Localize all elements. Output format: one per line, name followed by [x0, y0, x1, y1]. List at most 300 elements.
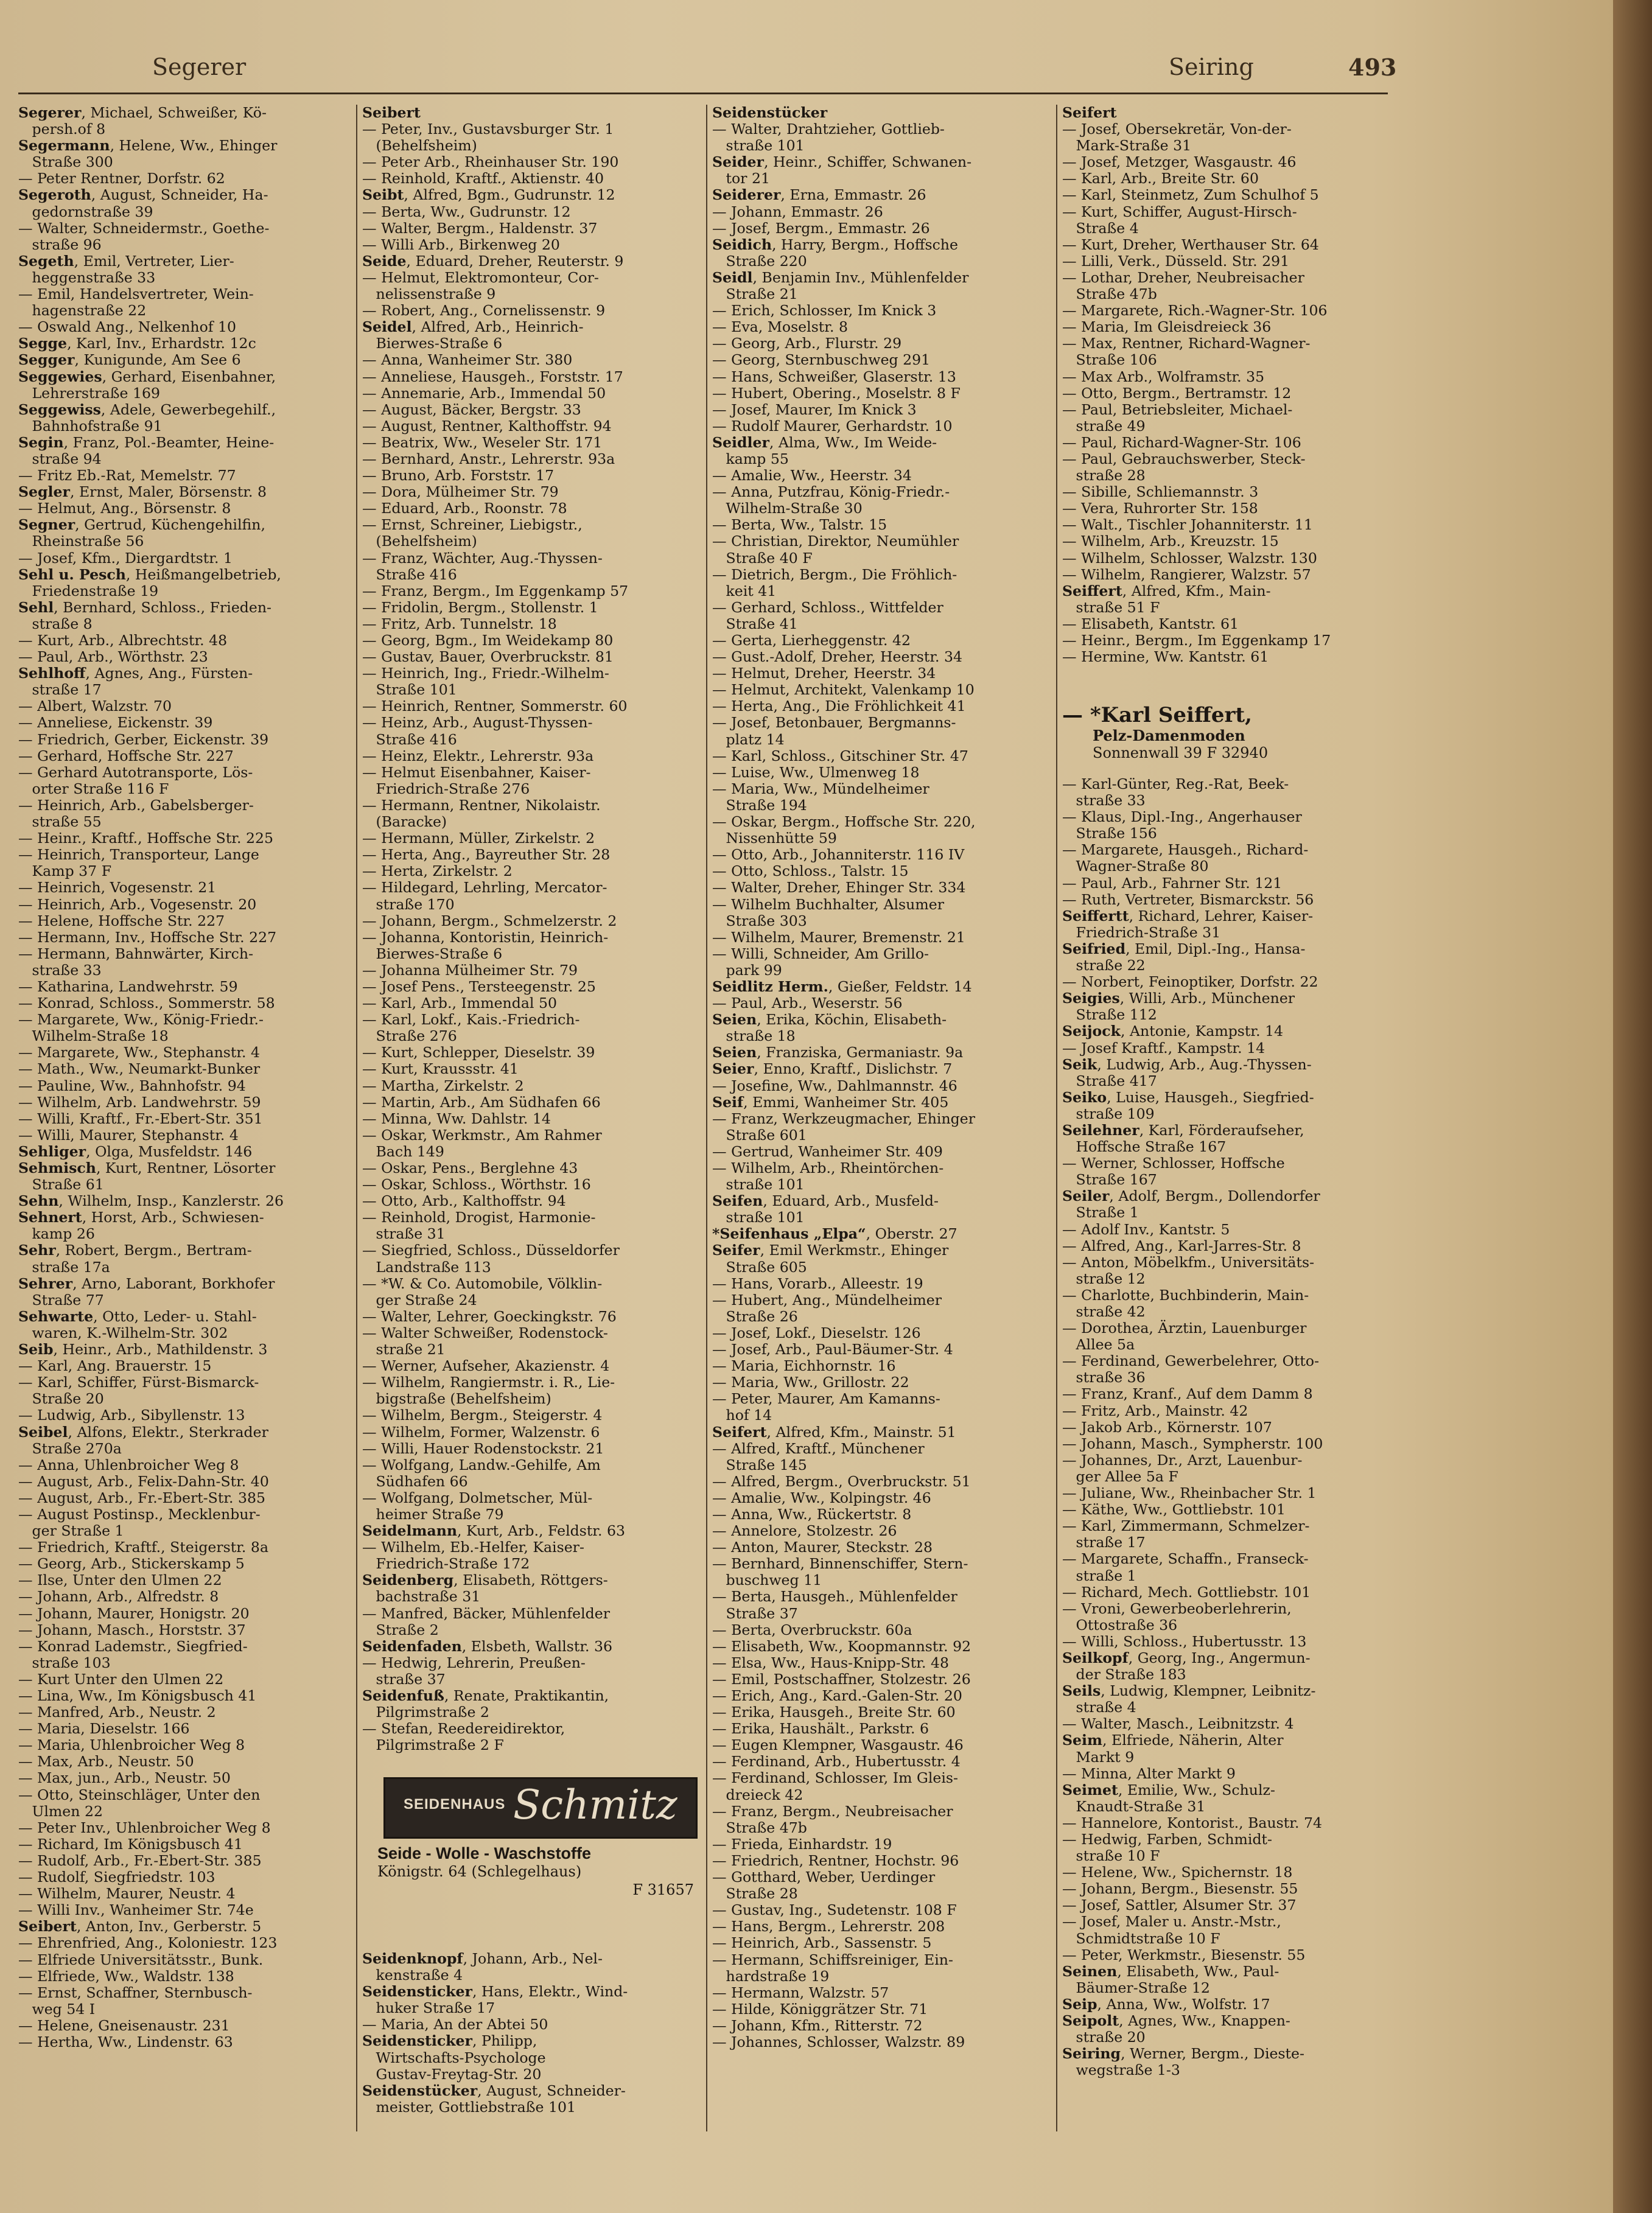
directory-line: — Peter Arb., Rheinhauser Str. 190 — [362, 153, 619, 171]
directory-line: — Karl-Günter, Reg.-Rat, Beek- — [1062, 776, 1289, 792]
directory-line: — Hermann, Müller, Zirkelstr. 2 — [362, 830, 595, 847]
directory-line: — Franz, Bergm., Im Eggenkamp 57 — [362, 582, 629, 600]
directory-line: Sehn, Wilhelm, Insp., Kanzlerstr. 26 — [18, 1192, 284, 1210]
directory-line: — Hans, Schweißer, Glaserstr. 13 — [712, 368, 956, 385]
directory-line: — Josef, Metzger, Wasgaustr. 46 — [1062, 153, 1297, 171]
directory-line: persh.of 8 — [18, 121, 106, 138]
directory-line: Straße 2 — [362, 1621, 439, 1638]
directory-line: Rheinstraße 56 — [18, 533, 144, 550]
directory-line: — August, Rentner, Kalthoffstr. 94 — [362, 417, 612, 435]
directory-line: straße 4 — [1062, 1699, 1136, 1716]
directory-line: — Kurt, Dreher, Werthauser Str. 64 — [1062, 236, 1319, 253]
directory-line: Gustav-Freytag-Str. 20 — [362, 2065, 542, 2083]
directory-line: — Karl, Steinmetz, Zum Schulhof 5 — [1062, 186, 1319, 204]
directory-line: Seidelmann, Kurt, Arb., Feldstr. 63 — [362, 1522, 626, 1540]
directory-line: Seiderer, Erna, Emmastr. 26 — [712, 186, 926, 204]
directory-line: — Alfred, Bergm., Overbruckstr. 51 — [712, 1472, 971, 1490]
directory-line: keit 41 — [712, 582, 777, 600]
directory-line: — Emil, Handelsvertreter, Wein- — [18, 285, 254, 303]
directory-line: — Heinr., Kraftf., Hoffsche Str. 225 — [18, 830, 274, 847]
directory-line: — Peter, Inv., Gustavsburger Str. 1 — [362, 121, 614, 138]
directory-line: — Ilse, Unter den Ulmen 22 — [18, 1571, 222, 1589]
directory-line: — Annemarie, Arb., Immendal 50 — [362, 384, 606, 402]
directory-line: — Josef, Arb., Paul-Bäumer-Str. 4 — [712, 1341, 953, 1358]
directory-line: — Gotthard, Weber, Uerdinger — [712, 1869, 936, 1886]
directory-line: — Hermann, Inv., Hoffsche Str. 227 — [18, 928, 277, 946]
directory-line: waren, K.-Wilhelm-Str. 302 — [18, 1324, 228, 1341]
directory-line: Straße 416 — [362, 565, 457, 583]
directory-line: Seidenknopf, Johann, Arb., Nel- — [362, 1951, 603, 1967]
directory-line: hof 14 — [712, 1407, 772, 1424]
directory-line: kamp 26 — [18, 1225, 95, 1243]
directory-line: Seidich, Harry, Bergm., Hoffsche — [712, 236, 958, 253]
directory-line: — Helmut, Ang., Börsenstr. 8 — [18, 500, 231, 517]
directory-line: — Pauline, Ww., Bahnhofstr. 94 — [18, 1077, 246, 1094]
directory-line: — Franz, Bergm., Neubreisacher — [712, 1802, 953, 1820]
column-2-continued — [362, 1951, 703, 2116]
directory-line: — Johann, Maurer, Honigstr. 20 — [18, 1604, 250, 1622]
directory-line: — Josef, Kfm., Diergardtstr. 1 — [18, 549, 233, 567]
directory-line: — Paul, Arb., Fahrner Str. 121 — [1062, 874, 1283, 892]
directory-line: — Hermann, Bahnwärter, Kirch- — [18, 945, 254, 962]
directory-line: — Fritz, Arb., Mainstr. 42 — [1062, 1402, 1248, 1419]
directory-line: Sehl, Bernhard, Schloss., Frieden- — [18, 598, 272, 616]
directory-line: Ottostraße 36 — [1062, 1616, 1178, 1634]
directory-line: — Amalie, Ww., Kolpingstr. 46 — [712, 1489, 931, 1506]
directory-line: — Karl, Lokf., Kais.-Friedrich- — [362, 1011, 580, 1029]
directory-line: Seggewiss, Adele, Gewerbegehilf., — [18, 400, 276, 418]
directory-line: — Helmut, Elektromonteur, Cor- — [362, 268, 599, 286]
directory-line: Seifert, Alfred, Kfm., Mainstr. 51 — [712, 1423, 956, 1441]
directory-line: — Annelore, Stolzestr. 26 — [712, 1522, 897, 1540]
directory-line: Straße 156 — [1062, 825, 1157, 842]
directory-line: Seidler, Alma, Ww., Im Weide- — [712, 433, 937, 451]
directory-line: — Anton, Maurer, Steckstr. 28 — [712, 1539, 933, 1556]
directory-line: — Walter, Drahtzieher, Gottlieb- — [712, 121, 945, 138]
ad-line-3: F 31657 — [632, 1881, 694, 1898]
directory-line: Seibert — [362, 105, 421, 121]
directory-line: — Ruth, Vertreter, Bismarckstr. 56 — [1062, 890, 1314, 908]
directory-line: — Margarete, Hausgeh., Richard- — [1062, 841, 1309, 859]
directory-line: *Seifenhaus „Elpa“, Oberstr. 27 — [712, 1225, 957, 1243]
directory-line: — Gust.-Adolf, Dreher, Heerstr. 34 — [712, 648, 963, 666]
directory-line: Markt 9 — [1062, 1748, 1135, 1766]
directory-line: — Käthe, Ww., Gottliebstr. 101 — [1062, 1501, 1286, 1519]
directory-line: — Hermann, Schiffsreiniger, Ein- — [712, 1951, 953, 1968]
directory-line: Sehnert, Horst, Arb., Schwiesen- — [18, 1209, 264, 1226]
directory-line: Seipolt, Agnes, Ww., Knappen- — [1062, 2012, 1290, 2030]
directory-line: Segermann, Helene, Ww., Ehinger — [18, 137, 278, 155]
directory-line: — Franz, Wächter, Aug.-Thyssen- — [362, 549, 603, 567]
directory-line: straße 1 — [1062, 1567, 1136, 1584]
directory-line: — Hedwig, Lehrerin, Preußen- — [362, 1654, 586, 1671]
directory-line: — Robert, Ang., Cornelissenstr. 9 — [362, 302, 606, 320]
directory-line: Seidenstücker — [712, 105, 828, 121]
directory-line: Straße 21 — [712, 285, 798, 303]
directory-line: — Elisabeth, Kantstr. 61 — [1062, 615, 1239, 632]
directory-line: — Helene, Hoffsche Str. 227 — [18, 912, 225, 929]
directory-line: — Konrad, Schloss., Sommerstr. 58 — [18, 995, 275, 1012]
directory-line: Bierwes-Straße 6 — [362, 335, 503, 352]
directory-line: — Otto, Arb., Johanniterstr. 116 IV — [712, 846, 965, 864]
directory-line: straße 8 — [18, 615, 93, 632]
directory-line: — Walt., Tischler Johanniterstr. 11 — [1062, 516, 1313, 534]
directory-line: — Minna, Ww. Dahlstr. 14 — [362, 1110, 551, 1127]
directory-line: — Karl, Schiffer, Fürst-Bismarck- — [18, 1374, 259, 1391]
directory-line: — *W. & Co. Automobile, Völklin- — [362, 1274, 603, 1292]
directory-line: — Peter, Werkmstr., Biesenstr. 55 — [1062, 1946, 1306, 1963]
directory-line: straße 21 — [362, 1341, 446, 1358]
directory-line: — Wilhelm, Rangierer, Walzstr. 57 — [1062, 565, 1311, 583]
directory-line: Seifried, Emil, Dipl.-Ing., Hansa- — [1062, 940, 1306, 957]
directory-line: Segger, Kunigunde, Am See 6 — [18, 351, 241, 369]
directory-line: kenstraße 4 — [362, 1967, 463, 1984]
directory-line: — Heinrich, Arb., Gabelsberger- — [18, 796, 254, 814]
directory-line: Wilhelm-Straße 30 — [712, 500, 863, 517]
directory-line: — Friedrich, Kraftf., Steigerstr. 8a — [18, 1539, 269, 1556]
directory-line: Bäumer-Straße 12 — [1062, 1979, 1210, 1996]
directory-line: straße 101 — [712, 1176, 805, 1194]
directory-line: — Georg, Arb., Flurstr. 29 — [712, 335, 902, 352]
directory-line: — Margarete, Rich.-Wagner-Str. 106 — [1062, 302, 1328, 320]
directory-line: — Walter, Masch., Leibnitzstr. 4 — [1062, 1715, 1294, 1733]
directory-line: Seik, Ludwig, Arb., Aug.-Thyssen- — [1062, 1055, 1312, 1073]
directory-line: straße 33 — [1062, 792, 1146, 809]
directory-line: — Max, Rentner, Richard-Wagner- — [1062, 335, 1311, 352]
directory-line: — Elisabeth, Ww., Koopmannstr. 92 — [712, 1637, 971, 1655]
directory-line: — Berta, Ww., Talstr. 15 — [712, 516, 887, 534]
directory-line: Knaudt-Straße 31 — [1062, 1797, 1206, 1815]
directory-line: weg 54 I — [18, 2000, 96, 2018]
directory-line: Seimet, Emilie, Ww., Schulz- — [1062, 1781, 1275, 1799]
column-2 — [362, 105, 703, 1753]
directory-line: Südhafen 66 — [362, 1472, 468, 1490]
directory-line: — Hermann, Walzstr. 57 — [712, 1984, 889, 2001]
directory-line: — Johann, Emmastr. 26 — [712, 203, 883, 220]
directory-line: Segge, Karl, Inv., Erhardstr. 12c — [18, 335, 256, 352]
page-number: 493 — [1348, 54, 1397, 81]
directory-line: straße 51 F — [1062, 598, 1160, 616]
highlighted-entry-line-2: Sonnenwall 39 F 32940 — [1093, 744, 1269, 761]
directory-line: — August, Arb., Fr.-Ebert-Str. 385 — [18, 1489, 266, 1506]
directory-line: — Erika, Haushält., Parkstr. 6 — [712, 1720, 929, 1738]
directory-line: Seiler, Adolf, Bergm., Dollendorfer — [1062, 1187, 1320, 1205]
directory-line: — Wilhelm, Rangiermstr. i. R., Lie- — [362, 1374, 615, 1391]
directory-line: straße 28 — [1062, 467, 1146, 484]
highlighted-entry — [1062, 703, 1403, 761]
directory-line: — Johann, Arb., Alfredstr. 8 — [18, 1588, 219, 1606]
directory-line: — Oskar, Werkmstr., Am Rahmer — [362, 1126, 602, 1144]
directory-line: — Johann, Masch., Horststr. 37 — [18, 1621, 246, 1638]
directory-line: — Oskar, Schloss., Wörthstr. 16 — [362, 1176, 591, 1194]
directory-line: — Kurt, Arb., Albrechtstr. 48 — [18, 632, 228, 649]
directory-line: — Erich, Ang., Kard.-Galen-Str. 20 — [712, 1687, 962, 1704]
directory-line: — Josef, Obersekretär, Von-der- — [1062, 121, 1292, 138]
directory-line: — Johann, Bergm., Schmelzerstr. 2 — [362, 912, 617, 929]
directory-line: der Straße 183 — [1062, 1666, 1186, 1683]
directory-line: — Rudolf, Arb., Fr.-Ebert-Str. 385 — [18, 1851, 262, 1869]
directory-line: — Hannelore, Kontorist., Baustr. 74 — [1062, 1814, 1322, 1831]
directory-line: straße 33 — [18, 961, 102, 979]
directory-line: — Karl, Zimmermann, Schmelzer- — [1062, 1517, 1310, 1535]
directory-line: heimer Straße 79 — [362, 1505, 504, 1523]
directory-line: — Willi, Schneider, Am Grillo- — [712, 945, 929, 962]
advertisement-banner — [383, 1777, 698, 1839]
directory-line: — Hildegard, Lehrling, Mercator- — [362, 879, 607, 897]
directory-line: — Martin, Arb., Am Südhafen 66 — [362, 1093, 601, 1111]
directory-line: — Anneliese, Eickenstr. 39 — [18, 714, 213, 732]
directory-line: — Josef, Sattler, Alsumer Str. 37 — [1062, 1897, 1297, 1914]
directory-line: — Werner, Aufseher, Akazienstr. 4 — [362, 1357, 610, 1375]
directory-line: — Gustav, Bauer, Overbruckstr. 81 — [362, 648, 614, 666]
directory-line: Straße 1 — [1062, 1204, 1139, 1222]
directory-line: — Manfred, Bäcker, Mühlenfelder — [362, 1604, 610, 1622]
directory-line: — Franz, Kranf., Auf dem Damm 8 — [1062, 1385, 1313, 1403]
directory-line: ger Straße 24 — [362, 1291, 477, 1309]
header-first-entry: Segerer — [152, 54, 247, 80]
directory-line: — August, Arb., Felix-Dahn-Str. 40 — [18, 1472, 269, 1490]
directory-line: — Gertrud, Wanheimer Str. 409 — [712, 1142, 943, 1160]
directory-line: Kamp 37 F — [18, 862, 112, 880]
directory-line: — Amalie, Ww., Heerstr. 34 — [712, 467, 912, 484]
directory-line: — Josef, Maurer, Im Knick 3 — [712, 400, 917, 418]
directory-line: Schmidtstraße 10 F — [1062, 1929, 1220, 1947]
directory-line: Friedrich-Straße 172 — [362, 1555, 530, 1573]
directory-line: — Minna, Alter Markt 9 — [1062, 1764, 1236, 1782]
directory-line: — Gerhard, Hoffsche Str. 227 — [18, 747, 234, 764]
directory-line: — Heinrich, Arb., Sassenstr. 5 — [712, 1934, 932, 1952]
directory-line: Straße 194 — [712, 796, 807, 814]
directory-line: Segner, Gertrud, Küchengehilfin, — [18, 516, 265, 534]
directory-line: — Peter Inv., Uhlenbroicher Weg 8 — [18, 1819, 271, 1836]
directory-line: — Richard, Mech. Gottliebstr. 101 — [1062, 1583, 1311, 1601]
directory-line: Seif, Emmi, Wanheimer Str. 405 — [712, 1093, 949, 1111]
directory-line: Seiffert, Alfred, Kfm., Main- — [1062, 582, 1271, 600]
directory-line: — Martha, Zirkelstr. 2 — [362, 1077, 524, 1094]
directory-line: Friedrich-Straße 276 — [362, 780, 530, 797]
directory-line: Seigies, Willi, Arb., Münchener — [1062, 990, 1295, 1007]
directory-line: — Lilli, Verk., Düsseld. Str. 291 — [1062, 252, 1290, 270]
directory-line: — Oskar, Pens., Berglehne 43 — [362, 1159, 578, 1176]
directory-line: straße 17 — [18, 681, 102, 699]
directory-line: — Willi, Schloss., Hubertusstr. 13 — [1062, 1632, 1307, 1650]
directory-line: — Oskar, Bergm., Hoffsche Str. 220, — [712, 813, 976, 831]
directory-line: — Maria, An der Abtei 50 — [362, 2016, 548, 2033]
directory-line: — Ehrenfried, Ang., Koloniestr. 123 — [18, 1934, 278, 1952]
directory-line: Sehmisch, Kurt, Rentner, Lösorter — [18, 1159, 276, 1176]
directory-line: — Helene, Ww., Spichernstr. 18 — [1062, 1864, 1293, 1881]
directory-line: Straße 417 — [1062, 1072, 1157, 1089]
ad-line-2: Königstr. 64 (Schlegelhaus) — [377, 1863, 582, 1880]
directory-line: — Johann, Bergm., Biesenstr. 55 — [1062, 1880, 1298, 1898]
directory-line: Sehwarte, Otto, Leder- u. Stahl- — [18, 1307, 257, 1325]
directory-line: (Behelfsheim) — [362, 533, 477, 550]
directory-line: — Lothar, Dreher, Neubreisacher — [1062, 268, 1304, 286]
directory-line: — Josef, Maler u. Anstr.-Mstr., — [1062, 1913, 1281, 1931]
directory-line: — Josef, Lokf., Dieselstr. 126 — [712, 1324, 921, 1341]
directory-line: — Reinhold, Drogist, Harmonie- — [362, 1209, 596, 1226]
directory-line: Ulmen 22 — [18, 1802, 103, 1820]
directory-line: — Anneliese, Hausgeh., Forststr. 17 — [362, 368, 623, 385]
directory-line: — Klaus, Dipl.-Ing., Angerhauser — [1062, 808, 1302, 826]
directory-line: — Willi Inv., Wanheimer Str. 74e — [18, 1901, 254, 1919]
directory-line: Straße 220 — [712, 252, 807, 270]
page-header — [24, 54, 1397, 90]
directory-line: Straße 601 — [712, 1126, 807, 1144]
directory-line: Wagner-Straße 80 — [1062, 858, 1209, 875]
directory-line: — Wilhelm, Arb. Landwehrstr. 59 — [18, 1093, 261, 1111]
directory-line: Bach 149 — [362, 1142, 444, 1160]
directory-line: — Fridolin, Bergm., Stollenstr. 1 — [362, 598, 598, 616]
directory-line: — Rudolf, Siegfriedstr. 103 — [18, 1869, 215, 1886]
directory-line: Friedrich-Straße 31 — [1062, 923, 1221, 941]
directory-line: — Fritz Eb.-Rat, Memelstr. 77 — [18, 467, 236, 484]
directory-line: — Walter, Bergm., Haldenstr. 37 — [362, 219, 598, 237]
directory-line: — Johannes, Schlosser, Walzstr. 89 — [712, 2033, 965, 2050]
directory-line: — Elfriede, Ww., Waldstr. 138 — [18, 1967, 234, 1985]
directory-line: Straße 28 — [712, 1885, 798, 1903]
directory-line: — Margarete, Ww., Stephanstr. 4 — [18, 1044, 261, 1061]
directory-line: Seifen, Eduard, Arb., Musfeld- — [712, 1192, 939, 1210]
directory-line: — Erich, Schlosser, Im Knick 3 — [712, 302, 937, 320]
directory-line: — Otto, Arb., Kalthoffstr. 94 — [362, 1192, 566, 1210]
directory-line: — Elfriede Universitätsstr., Bunk. — [18, 1951, 264, 1968]
directory-line: — Wolfgang, Dolmetscher, Mül- — [362, 1489, 593, 1506]
directory-line: — Bruno, Arb. Forststr. 17 — [362, 467, 555, 484]
directory-line: Sehrer, Arno, Laborant, Borkhofer — [18, 1274, 275, 1292]
directory-line: Seibert, Anton, Inv., Gerberstr. 5 — [18, 1918, 262, 1935]
directory-line: gedornstraße 39 — [18, 203, 153, 220]
column-divider — [1056, 105, 1057, 2131]
directory-line: — Emil, Postschaffner, Stolzestr. 26 — [712, 1670, 971, 1688]
directory-line: Seilkopf, Georg, Ing., Angermun- — [1062, 1649, 1311, 1666]
directory-line: meister, Gottliebstraße 101 — [362, 2098, 576, 2116]
directory-line: — Willi, Kraftf., Fr.-Ebert-Str. 351 — [18, 1110, 263, 1127]
directory-line: — Wilhelm Buchhalter, Alsumer — [712, 895, 944, 913]
directory-line: Seibel, Alfons, Elektr., Sterkrader — [18, 1423, 268, 1441]
directory-line: Seifert — [1062, 105, 1117, 121]
directory-line: — Otto, Schloss., Talstr. 15 — [712, 862, 909, 880]
directory-line: Seiring, Werner, Bergm., Dieste- — [1062, 2045, 1304, 2063]
directory-line: Straße 276 — [362, 1027, 457, 1045]
directory-line: straße 109 — [1062, 1105, 1155, 1122]
directory-line: — Rudolf Maurer, Gerhardstr. 10 — [712, 417, 953, 435]
directory-line: — Johann, Kfm., Ritterstr. 72 — [712, 2016, 923, 2034]
directory-line: — Eduard, Arb., Roonstr. 78 — [362, 500, 567, 517]
directory-line: Straße 20 — [18, 1390, 104, 1408]
directory-line: — Hermann, Rentner, Nikolaistr. — [362, 796, 601, 814]
directory-line: Straße 37 — [712, 1604, 798, 1622]
header-last-entry: Seiring — [1169, 54, 1254, 80]
directory-line: — Berta, Overbruckstr. 60a — [712, 1621, 912, 1638]
directory-line: — Maria, Ww., Mündelheimer — [712, 780, 929, 797]
directory-line: straße 94 — [18, 450, 102, 467]
directory-line: — Juliane, Ww., Rheinbacher Str. 1 — [1062, 1484, 1317, 1502]
directory-line: Segler, Ernst, Maler, Börsenstr. 8 — [18, 483, 267, 501]
directory-line: Sehlhoff, Agnes, Ang., Fürsten- — [18, 665, 253, 682]
directory-line: Seier, Enno, Kraftf., Dislichstr. 7 — [712, 1060, 953, 1078]
directory-line: — Peter, Maurer, Am Kamanns- — [712, 1390, 940, 1408]
directory-line: — Anton, Möbelkfm., Universitäts- — [1062, 1253, 1315, 1271]
directory-line: — Wilhelm, Arb., Kreuzstr. 15 — [1062, 533, 1279, 550]
directory-line: — Paul, Gebrauchswerber, Steck- — [1062, 450, 1306, 467]
directory-line: — Helmut, Architekt, Valenkamp 10 — [712, 681, 975, 699]
directory-line: — Lina, Ww., Im Königsbusch 41 — [18, 1687, 257, 1704]
directory-line: — Sibille, Schliemannstr. 3 — [1062, 483, 1259, 501]
directory-line: buschweg 11 — [712, 1571, 822, 1589]
directory-line: — Fritz, Arb. Tunnelstr. 18 — [362, 615, 557, 632]
directory-line: straße 103 — [18, 1654, 111, 1671]
directory-line: Landstraße 113 — [362, 1258, 491, 1276]
directory-line: — Josef Pens., Tersteegenstr. 25 — [362, 977, 596, 995]
directory-line: — Stefan, Reedereidirektor, — [362, 1720, 565, 1738]
directory-line: — Jakob Arb., Körnerstr. 107 — [1062, 1418, 1272, 1436]
directory-line: Sehl u. Pesch, Heißmangelbetrieb, — [18, 565, 281, 583]
directory-line: — Karl, Arb., Immendal 50 — [362, 995, 557, 1012]
directory-line: — Johanna, Kontoristin, Heinrich- — [362, 928, 609, 946]
directory-line: — Ferdinand, Gewerbelehrer, Otto- — [1062, 1352, 1320, 1370]
directory-line: Seiffertt, Richard, Lehrer, Kaiser- — [1062, 907, 1314, 925]
directory-line: — Eva, Moselstr. 8 — [712, 318, 848, 336]
directory-line: Straße 167 — [1062, 1171, 1157, 1189]
directory-line: Straße 40 F — [712, 549, 813, 567]
directory-line: — Konrad Lademstr., Siegfried- — [18, 1637, 248, 1655]
directory-line: Seidlitz Herm., Gießer, Feldstr. 14 — [712, 977, 972, 995]
directory-line: Friedenstraße 19 — [18, 582, 159, 600]
directory-line: — Walter, Dreher, Ehinger Str. 334 — [712, 879, 966, 897]
directory-line: — Paul, Betriebsleiter, Michael- — [1062, 400, 1293, 418]
directory-line: — Friedrich, Rentner, Hochstr. 96 — [712, 1851, 959, 1869]
directory-line: — Ferdinand, Arb., Hubertusstr. 4 — [712, 1753, 961, 1771]
directory-line: — Wilhelm, Bergm., Steigerstr. 4 — [362, 1407, 603, 1424]
directory-line: — Dorothea, Ärztin, Lauenburger — [1062, 1320, 1307, 1337]
directory-line: — Dora, Mülheimer Str. 79 — [362, 483, 559, 501]
directory-line: straße 17 — [1062, 1534, 1146, 1551]
directory-line: — Wilhelm, Maurer, Neustr. 4 — [18, 1885, 236, 1903]
directory-line: — Berta, Ww., Gudrunstr. 12 — [362, 203, 571, 220]
directory-line: Straße 416 — [362, 730, 457, 748]
highlighted-entry-name: — *Karl Seiffert, — [1062, 703, 1252, 727]
directory-line: — Heinrich, Ing., Friedr.-Wilhelm- — [362, 665, 609, 682]
directory-line: — Dietrich, Bergm., Die Fröhlich- — [712, 565, 957, 583]
directory-line: Seider, Heinr., Schiffer, Schwanen- — [712, 153, 972, 171]
directory-line: — Ernst, Schreiner, Liebigstr., — [362, 516, 583, 534]
directory-line: nelissenstraße 9 — [362, 285, 496, 303]
directory-line: Seidensticker, Hans, Elektr., Wind- — [362, 1983, 628, 2001]
directory-line: — Richard, Im Königsbusch 41 — [18, 1835, 243, 1853]
directory-line: — Heinrich, Transporteur, Lange — [18, 846, 259, 864]
book-edge — [1613, 0, 1652, 2213]
directory-line: — Kurt, Kraussstr. 41 — [362, 1060, 519, 1078]
directory-line: (Baracke) — [362, 813, 447, 831]
directory-line: — Otto, Steinschläger, Unter den — [18, 1786, 261, 1803]
directory-line: Bierwes-Straße 6 — [362, 945, 503, 962]
directory-line: — Maria, Dieselstr. 166 — [18, 1720, 190, 1738]
directory-line: Straße 61 — [18, 1176, 104, 1194]
directory-line: Sehliger, Olga, Musfeldstr. 146 — [18, 1142, 253, 1160]
directory-line: orter Straße 116 F — [18, 780, 169, 797]
directory-line: straße 170 — [362, 895, 455, 913]
directory-line: — Maria, Ww., Grillostr. 22 — [712, 1374, 909, 1391]
directory-line: Seidenstücker, August, Schneider- — [362, 2082, 626, 2099]
directory-line: — Christian, Direktor, Neumühler — [712, 533, 959, 550]
directory-line: Seifer, Emil Werkmstr., Ehinger — [712, 1242, 949, 1259]
directory-line: Bahnhofstraße 91 — [18, 417, 163, 435]
directory-line: — August Postinsp., Mecklenbur- — [18, 1505, 261, 1523]
directory-line: straße 20 — [1062, 2029, 1146, 2046]
directory-line: — Ludwig, Arb., Sibyllenstr. 13 — [18, 1407, 245, 1424]
directory-line: Seggewies, Gerhard, Eisenbahner, — [18, 368, 276, 385]
